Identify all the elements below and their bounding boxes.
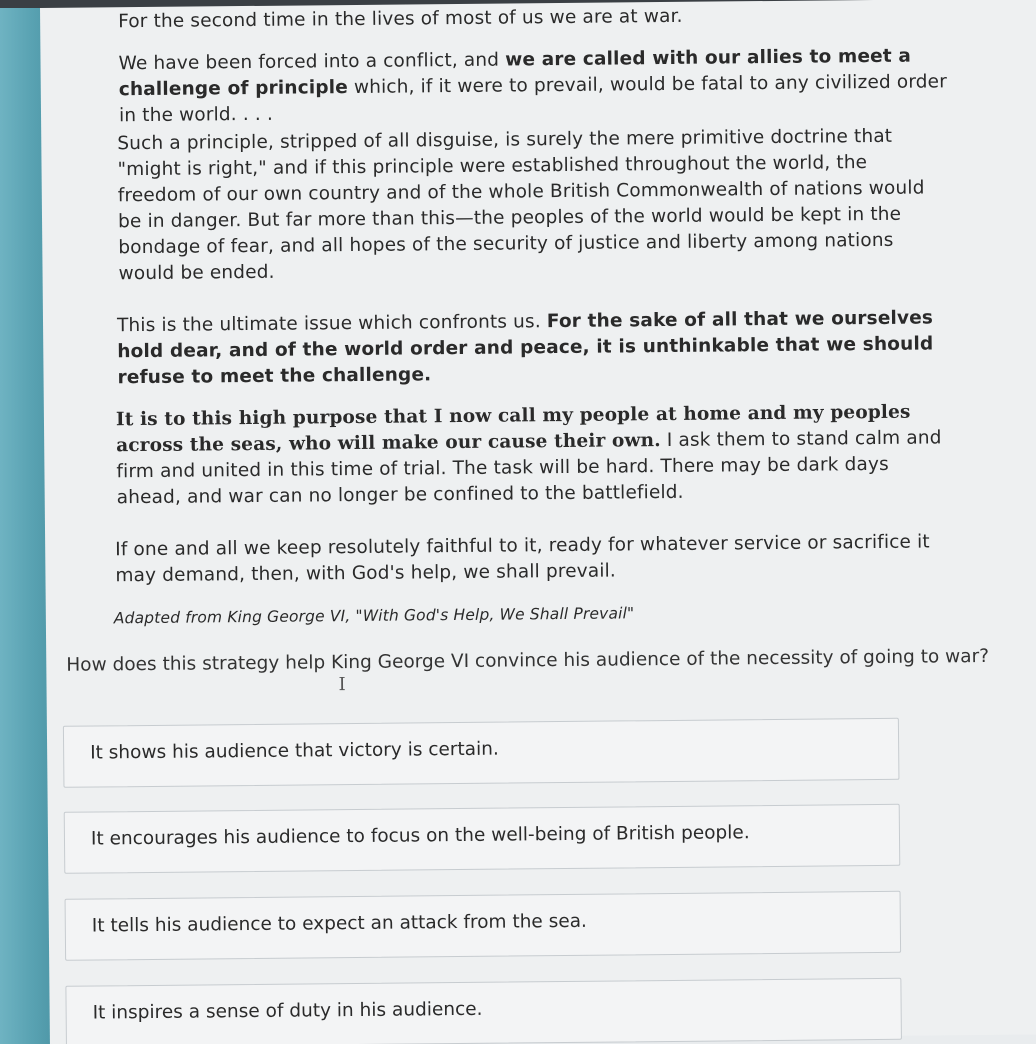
answer-option-4[interactable]: It inspires a sense of duty in his audience. bbox=[65, 978, 902, 1044]
passage-highlight: It is to this high purpose that I now call my people at home and my peoples across the seas, who will make our cause their own. bbox=[115, 401, 911, 457]
answer-option-3[interactable]: It tells his audience to expect an attack from the sea. bbox=[65, 891, 902, 961]
question-text: How does this strategy help Ki bbox=[66, 652, 349, 676]
passage-text: which, if it were to prevail, would be fatal to any civilized order in the world. . . . bbox=[118, 71, 948, 127]
passage-citation: Adapted from King George VI, "With God's Help, We Shall Prevail" bbox=[113, 604, 635, 628]
text-cursor-glyph: I bbox=[338, 674, 346, 696]
answer-option-2[interactable]: It encourages his audience to focus on the well-being of British people. bbox=[64, 804, 901, 874]
passage-highlight: For the sake of all that we ourselves hold dear, and of the world order and peace, it is unthinkable that we should refuse to meet the challenge. bbox=[117, 307, 934, 389]
answer-options bbox=[63, 718, 913, 1024]
passage-text: This is the ultimate issue which confronts us. bbox=[116, 311, 547, 337]
passage-paragraph-3: Such a principle, stripped of all disguise, is surely the mere primitive doctrine that "might is right," and if this principle were established throughout the world, the freedom of our own country and of the whole British Commonwealth of nations would be in danger. But far more than this—the peoples of the world would be kept in the bondage of fear, and all hopes of the security of justice and liberty among nations would be ended. bbox=[117, 125, 925, 285]
question-text: ng George VI convince his audience of the necessity of going to war? bbox=[348, 645, 990, 674]
passage-highlight: we are called with our allies to meet a challenge of principle bbox=[118, 45, 912, 101]
passage-text: We have been forced into a conflict, and bbox=[118, 49, 506, 75]
answer-option-1[interactable]: It shows his audience that victory is certain. bbox=[63, 718, 900, 788]
question-prompt bbox=[66, 644, 1026, 696]
question-page bbox=[40, 0, 1036, 1044]
passage-paragraph-4 bbox=[117, 305, 952, 391]
passage-paragraph-1: For the second time in the lives of most of us we are at war. bbox=[118, 5, 683, 33]
passage-paragraph-5 bbox=[116, 399, 953, 511]
passage-paragraph-6: If one and all we keep resolutely faithful to it, ready for whatever service or sacrifice it may demand, then, with God's help, we shall prevail. bbox=[115, 531, 930, 587]
passage-text: I ask them to stand calm and firm and united in this time of trial. The task will be hard. There may be dark days ahead, and war can no longer be confined to the battlefield. bbox=[116, 427, 942, 509]
passage-paragraph-2 bbox=[118, 43, 949, 129]
